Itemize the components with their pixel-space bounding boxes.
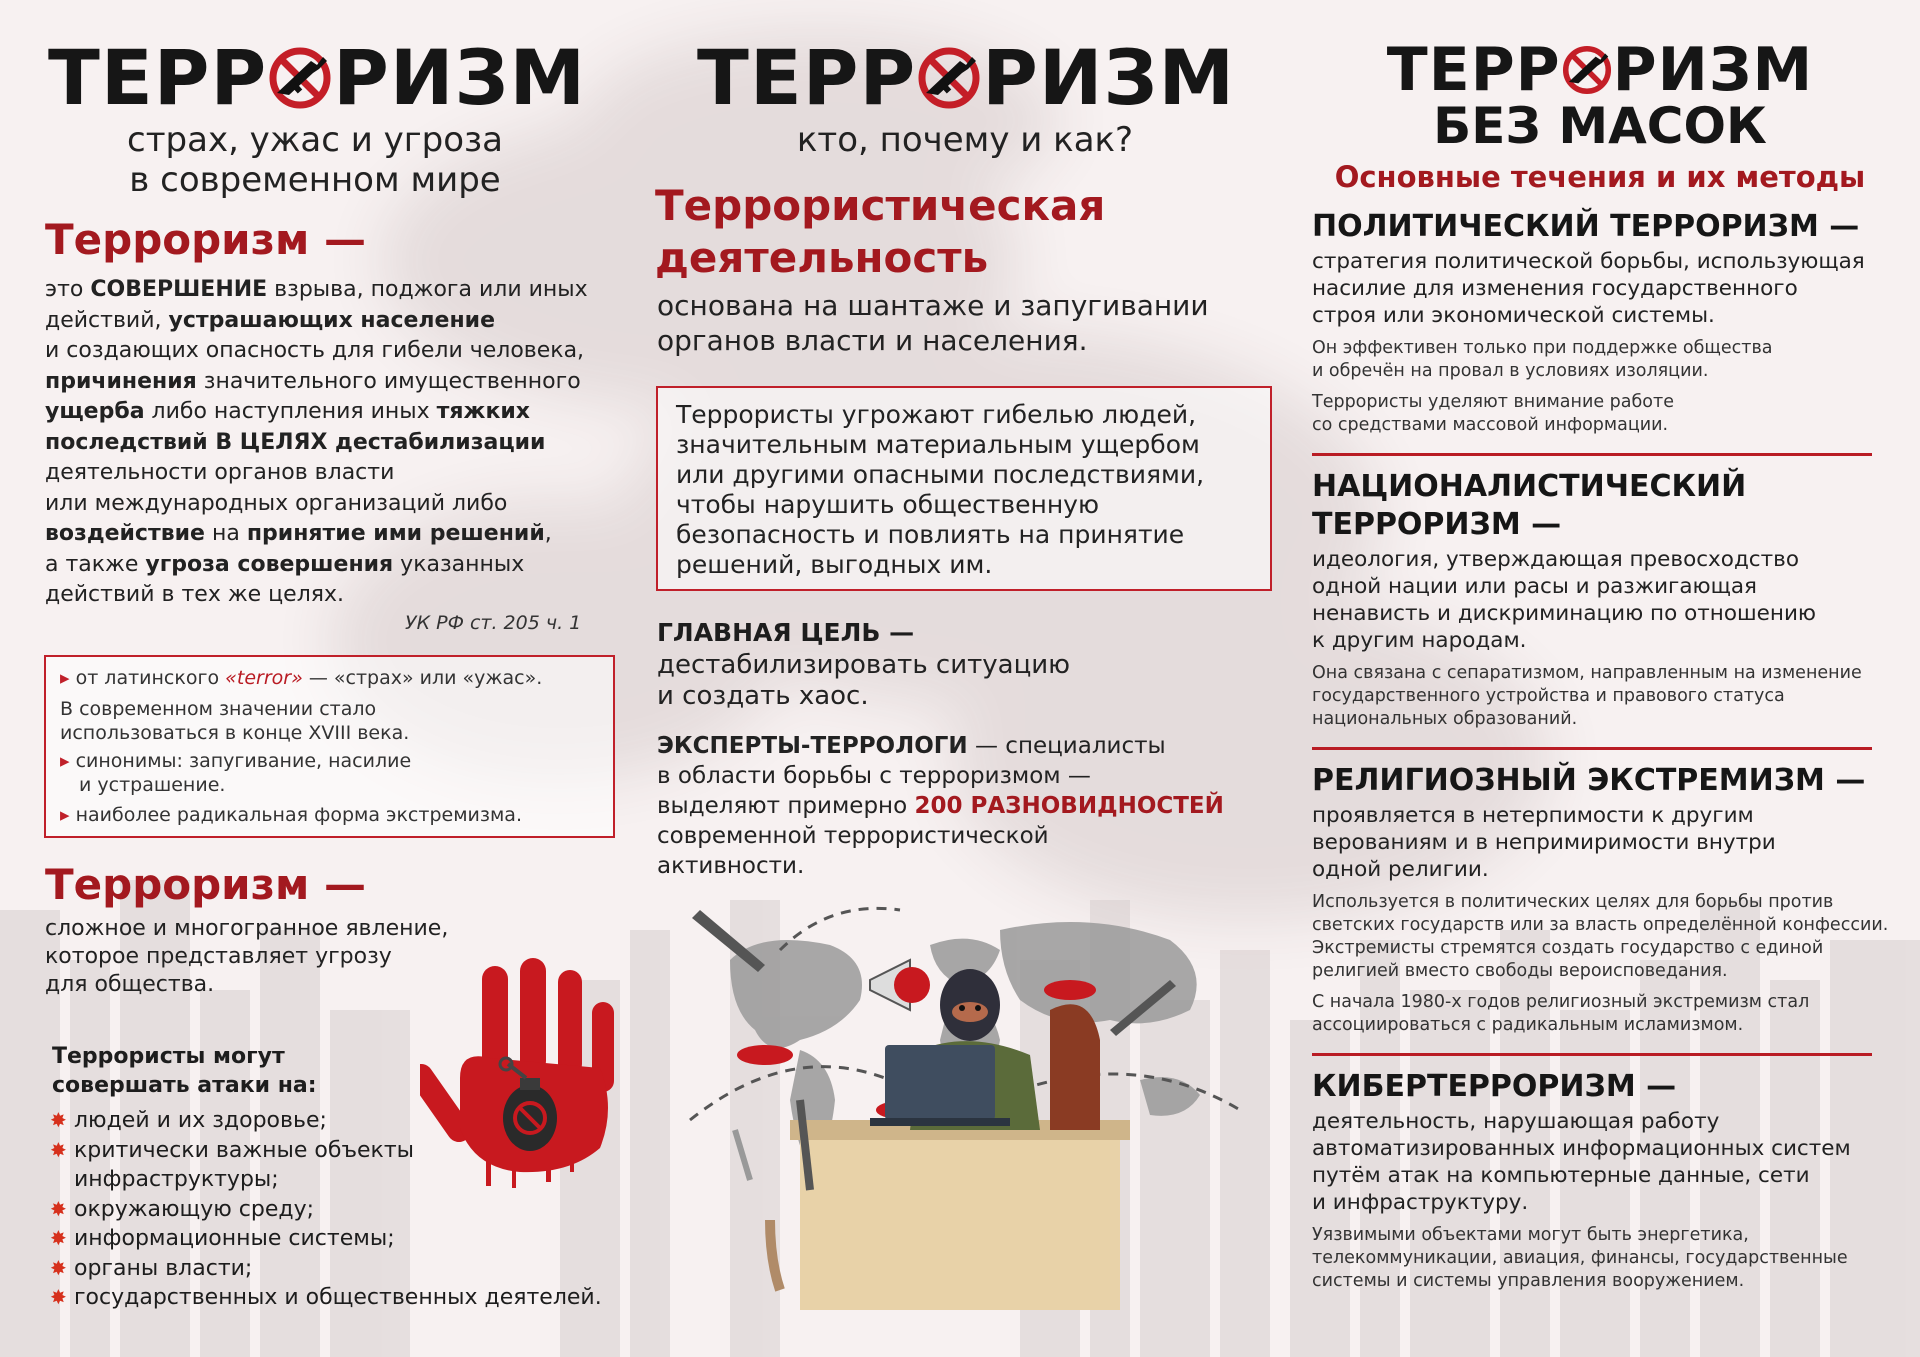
logo-text-start: ТЕРР bbox=[697, 33, 917, 122]
definition-text: а также bbox=[45, 551, 146, 577]
movement-note-line: системы и системы управления вооружением. bbox=[1312, 1271, 1745, 1291]
main-goal-line-1: дестабилизировать ситуацию bbox=[657, 650, 1071, 680]
definition-text: либо наступления иных bbox=[144, 399, 437, 424]
movement-section bbox=[1312, 1053, 1872, 1293]
attack-target-item bbox=[50, 1254, 650, 1284]
movement-note bbox=[1312, 891, 1912, 983]
main-goal-line-2: и создать хаос. bbox=[657, 681, 869, 711]
experts-line-3-start: выделяют примерно bbox=[657, 793, 915, 819]
movement-title bbox=[1312, 468, 1872, 544]
varieties-count: 200 РАЗНОВИДНОСТЕЙ bbox=[914, 793, 1224, 819]
definition-emphasis: последствий В ЦЕЛЯХ дестабилизации bbox=[45, 429, 546, 455]
logo-text-end: РИЗМ bbox=[333, 33, 587, 122]
experts-line-2: в области борьбы с терроризмом — bbox=[657, 763, 1091, 789]
activity-basis-line-1: основана на шантаже и запугивании bbox=[657, 289, 1209, 322]
logo-text-start: ТЕРР bbox=[1386, 35, 1561, 105]
attack-target-item bbox=[50, 1283, 650, 1313]
attack-target-text: информационные системы; bbox=[74, 1226, 395, 1251]
definition-line bbox=[45, 519, 625, 550]
definition-line bbox=[45, 275, 625, 306]
definition-line bbox=[45, 580, 625, 611]
definition-text: взрыва, поджога или иных bbox=[267, 277, 588, 302]
movement-description-line: путём атак на компьютерные данные, сети bbox=[1312, 1163, 1810, 1188]
activity-heading-line-2: деятельность bbox=[655, 233, 989, 282]
prohibited-rifle-icon bbox=[916, 45, 982, 111]
definition-line bbox=[45, 428, 625, 459]
experts-line-3 bbox=[657, 791, 1224, 821]
definition-text: или международных организаций либо bbox=[45, 490, 508, 516]
threats-box-line: Террористы угрожают гибелью людей, bbox=[676, 400, 1197, 429]
activity-heading bbox=[655, 180, 1105, 284]
threats-box-line: или другими опасными последствиями, bbox=[676, 460, 1205, 489]
attack-target-text: государственных и общественных деятелей. bbox=[74, 1285, 602, 1310]
definition-line bbox=[45, 458, 625, 489]
movement-note-line: государственного устройства и правового статуса bbox=[1312, 686, 1785, 706]
movement-note-line: и обречён на провал в условиях изоляции. bbox=[1312, 361, 1709, 381]
definition-text: действий в тех же целях. bbox=[45, 582, 344, 607]
movement-note-line: Уязвимыми объектами могут быть энергетика, bbox=[1312, 1225, 1749, 1245]
phenomenon-line-2: которое представляет угрозу bbox=[45, 944, 392, 969]
movement-description bbox=[1312, 1108, 1912, 1216]
legal-citation: УК РФ ст. 205 ч. 1 bbox=[405, 612, 582, 634]
movement-note-line: Экстремисты стремятся создать государство с единой bbox=[1312, 938, 1824, 958]
movement-description bbox=[1312, 248, 1912, 329]
attacks-title-line-1: Террористы могут bbox=[52, 1044, 285, 1069]
movement-section bbox=[1312, 747, 1889, 1037]
star-bullet-icon: ✸ bbox=[50, 1285, 67, 1309]
experts-line-5: активности. bbox=[657, 853, 805, 879]
movement-note-line: со средствами массовой информации. bbox=[1312, 415, 1669, 435]
definition-emphasis: угроза совершения bbox=[145, 551, 394, 577]
etymology-term: «terror» bbox=[225, 667, 303, 689]
left-heading-2: Терроризм — bbox=[45, 860, 366, 909]
movement-description-line: строя или экономической системы. bbox=[1312, 303, 1715, 328]
main-goal-text bbox=[657, 650, 1070, 712]
definition-emphasis: причинения bbox=[45, 368, 197, 394]
etymology-line-2: В современном значении стало bbox=[60, 698, 377, 720]
movement-title-line: РЕЛИГИОЗНЫЙ ЭКСТРЕМИЗМ — bbox=[1312, 763, 1866, 798]
star-bullet-icon: ✸ bbox=[50, 1226, 67, 1250]
movement-title bbox=[1312, 1068, 1872, 1106]
movement-note-line: С начала 1980-х годов религиозный экстремизм стал bbox=[1312, 992, 1810, 1012]
bullet-marker-icon: ▸ bbox=[60, 667, 76, 689]
attack-target-item bbox=[50, 1195, 650, 1225]
activity-basis-line-2: органов власти и населения. bbox=[657, 324, 1088, 357]
definition-line bbox=[45, 336, 625, 367]
definition-text: деятельности органов власти bbox=[45, 460, 395, 485]
logo-text-start: ТЕРР bbox=[48, 33, 268, 122]
star-bullet-icon: ✸ bbox=[50, 1137, 67, 1162]
experts-line-1 bbox=[657, 731, 1224, 761]
movement-note-line: Он эффективен только при поддержке общества bbox=[1312, 338, 1773, 358]
definition-line bbox=[45, 397, 625, 428]
logo-terrorism bbox=[1280, 35, 1920, 105]
movement-description-line: к другим народам. bbox=[1312, 628, 1527, 653]
activity-heading-line-1: Террористическая bbox=[655, 181, 1106, 230]
bullet-marker-icon: ▸ bbox=[60, 804, 76, 826]
synonyms-text: синонимы: запугивание, насилие bbox=[75, 750, 412, 772]
star-bullet-icon: ✸ bbox=[50, 1255, 67, 1280]
movement-description-line: верованиям и в непримиримости внутри bbox=[1312, 830, 1776, 855]
definition-text: действий, bbox=[45, 307, 169, 333]
prohibited-rifle-icon bbox=[267, 45, 333, 111]
bullet-marker-icon: ▸ bbox=[60, 750, 76, 772]
movement-note-line: религией вместо свободы вероисповедания. bbox=[1312, 961, 1728, 981]
definition-text: и создающих опасность для гибели человека, bbox=[45, 338, 585, 363]
movement-title-line: ПОЛИТИЧЕСКИЙ ТЕРРОРИЗМ — bbox=[1312, 209, 1860, 244]
left-heading-1: Терроризм — bbox=[45, 215, 366, 264]
movement-description bbox=[1312, 546, 1912, 654]
activity-basis bbox=[657, 288, 1209, 358]
movement-note bbox=[1312, 391, 1912, 437]
movement-description-line: ненависть и дискриминацию по отношению bbox=[1312, 601, 1817, 626]
definition-text: это bbox=[45, 277, 91, 302]
etymology-prefix: от латинского bbox=[75, 667, 226, 689]
experts-title: ЭКСПЕРТЫ-ТЕРРОЛОГИ bbox=[657, 733, 968, 759]
definition-emphasis: тяжких bbox=[436, 399, 530, 424]
synonyms-line-2: и устрашение. bbox=[79, 774, 226, 796]
movement-description-line: насилие для изменения государственного bbox=[1312, 276, 1798, 301]
attack-target-text: органы власти; bbox=[74, 1255, 253, 1281]
definition-text: значительного имущественного bbox=[196, 368, 581, 394]
movements-subtitle: Основные течения и их методы bbox=[1334, 160, 1866, 194]
definition-line bbox=[45, 489, 625, 520]
bloody-hand-grenade-icon bbox=[420, 958, 630, 1190]
definition-emphasis: устрашающих население bbox=[168, 307, 496, 333]
logo-terrorism bbox=[48, 33, 587, 122]
star-bullet-icon: ✸ bbox=[50, 1196, 67, 1221]
radical-form-line bbox=[60, 803, 522, 827]
left-subtitle-line-2: в современном мире bbox=[129, 160, 501, 200]
definition-line bbox=[45, 367, 625, 398]
right-title-line-2: БЕЗ МАСОК bbox=[1433, 97, 1767, 155]
movement-note-line: Она связана с сепаратизмом, направленным на изменение bbox=[1312, 663, 1862, 683]
movement-title bbox=[1312, 208, 1902, 246]
attack-target-item bbox=[50, 1224, 650, 1254]
attack-target-text: инфраструктуры; bbox=[74, 1167, 279, 1192]
etymology-line-1 bbox=[60, 666, 542, 690]
movement-description-line: и инфраструктуру. bbox=[1312, 1190, 1529, 1215]
definition-text: указанных bbox=[393, 551, 525, 577]
movements-sections bbox=[1312, 208, 1902, 1293]
attack-target-text: критически важные объекты bbox=[74, 1137, 415, 1163]
definition-line bbox=[45, 550, 625, 581]
definition-line bbox=[45, 306, 625, 337]
left-subtitle-line-1: страх, ужас и угроза bbox=[127, 120, 503, 160]
attacks-title bbox=[52, 1042, 317, 1100]
attacks-title-line-2: совершать атаки на: bbox=[52, 1073, 317, 1098]
synonyms-line-1 bbox=[60, 749, 411, 773]
etymology-suffix: — «страх» или «ужас». bbox=[302, 667, 543, 689]
phenomenon-line-3: для общества. bbox=[45, 972, 215, 997]
movement-description-line: идеология, утверждающая превосходство bbox=[1312, 547, 1799, 572]
movement-note-line: Террористы уделяют внимание работе bbox=[1312, 392, 1674, 412]
logo-text-end: РИЗМ bbox=[1612, 35, 1814, 105]
etymology-line-3: использоваться в конце XVIII века. bbox=[60, 722, 410, 744]
movement-section bbox=[1312, 208, 1902, 437]
prohibited-rifle-icon bbox=[1561, 44, 1613, 96]
definition-text: на bbox=[204, 521, 247, 546]
phenomenon-line-1: сложное и многогранное явление, bbox=[45, 916, 449, 941]
experts-line-1-rest: — специалисты bbox=[967, 733, 1166, 759]
movement-title-line: НАЦИОНАЛИСТИЧЕСКИЙ bbox=[1312, 469, 1747, 504]
middle-subtitle: кто, почему и как? bbox=[796, 120, 1134, 160]
logo-terrorism bbox=[697, 33, 1236, 122]
movement-description-line: одной нации или расы и разжигающая bbox=[1312, 574, 1757, 599]
movement-description-line: деятельность, нарушающая работу bbox=[1312, 1109, 1720, 1134]
radical-form-text: наиболее радикальная форма экстремизма. bbox=[75, 804, 522, 826]
main-goal-title: ГЛАВНАЯ ЦЕЛЬ — bbox=[657, 618, 915, 647]
movement-note bbox=[1312, 1224, 1912, 1293]
movement-note-line: ассоциироваться с радикальным исламизмом. bbox=[1312, 1015, 1744, 1035]
definition-emphasis: СОВЕРШЕНИЕ bbox=[90, 277, 268, 302]
attack-target-text: людей и их здоровье; bbox=[74, 1108, 327, 1133]
movement-note bbox=[1312, 337, 1912, 383]
right-title bbox=[1280, 35, 1920, 156]
phenomenon-text bbox=[45, 915, 448, 999]
terrorist-illustration bbox=[670, 890, 1270, 1310]
terrorism-definition bbox=[45, 275, 625, 611]
threats-box-line: чтобы нарушить общественную bbox=[676, 490, 1100, 519]
movement-note-line: Используется в политических целях для борьбы против bbox=[1312, 892, 1834, 912]
movement-description-line: стратегия политической борьбы, использующая bbox=[1312, 249, 1865, 274]
definition-text: , bbox=[544, 521, 552, 546]
experts-text bbox=[657, 731, 1224, 881]
movement-section bbox=[1312, 453, 1872, 731]
movement-note-line: национальных образований. bbox=[1312, 709, 1578, 729]
movement-title-line: КИБЕРТЕРРОРИЗМ — bbox=[1312, 1069, 1677, 1104]
movement-description-line: автоматизированных информационных систем bbox=[1312, 1136, 1851, 1161]
logo-text-end: РИЗМ bbox=[982, 33, 1236, 122]
movement-description-line: одной религии. bbox=[1312, 857, 1489, 882]
threats-box-line: значительным материальным ущербом bbox=[676, 430, 1200, 459]
attack-target-text: окружающую среду; bbox=[74, 1196, 315, 1222]
star-bullet-icon: ✸ bbox=[50, 1108, 67, 1132]
definition-emphasis: воздействие bbox=[45, 521, 205, 546]
movement-description-line: проявляется в нетерпимости к другим bbox=[1312, 803, 1754, 828]
movement-note bbox=[1312, 991, 1912, 1037]
experts-line-4: современной террористической bbox=[657, 823, 1049, 849]
movement-title-line: ТЕРРОРИЗМ — bbox=[1312, 507, 1562, 542]
movement-note bbox=[1312, 662, 1912, 731]
movement-note-line: светских государств или за власть определённой конфессии. bbox=[1312, 915, 1889, 935]
threats-box bbox=[656, 386, 1272, 591]
movement-description bbox=[1312, 802, 1912, 883]
left-subtitle bbox=[40, 120, 590, 200]
threats-box-line: безопасность и повлиять на принятие bbox=[676, 520, 1185, 549]
movement-title bbox=[1312, 762, 1872, 800]
etymology-box bbox=[44, 655, 615, 838]
definition-emphasis: ущерба bbox=[45, 399, 145, 424]
threats-box-line: решений, выгодных им. bbox=[676, 550, 993, 579]
definition-emphasis: принятие ими решений bbox=[246, 521, 545, 546]
movement-note-line: телекоммуникации, авиация, финансы, государственные bbox=[1312, 1248, 1848, 1268]
